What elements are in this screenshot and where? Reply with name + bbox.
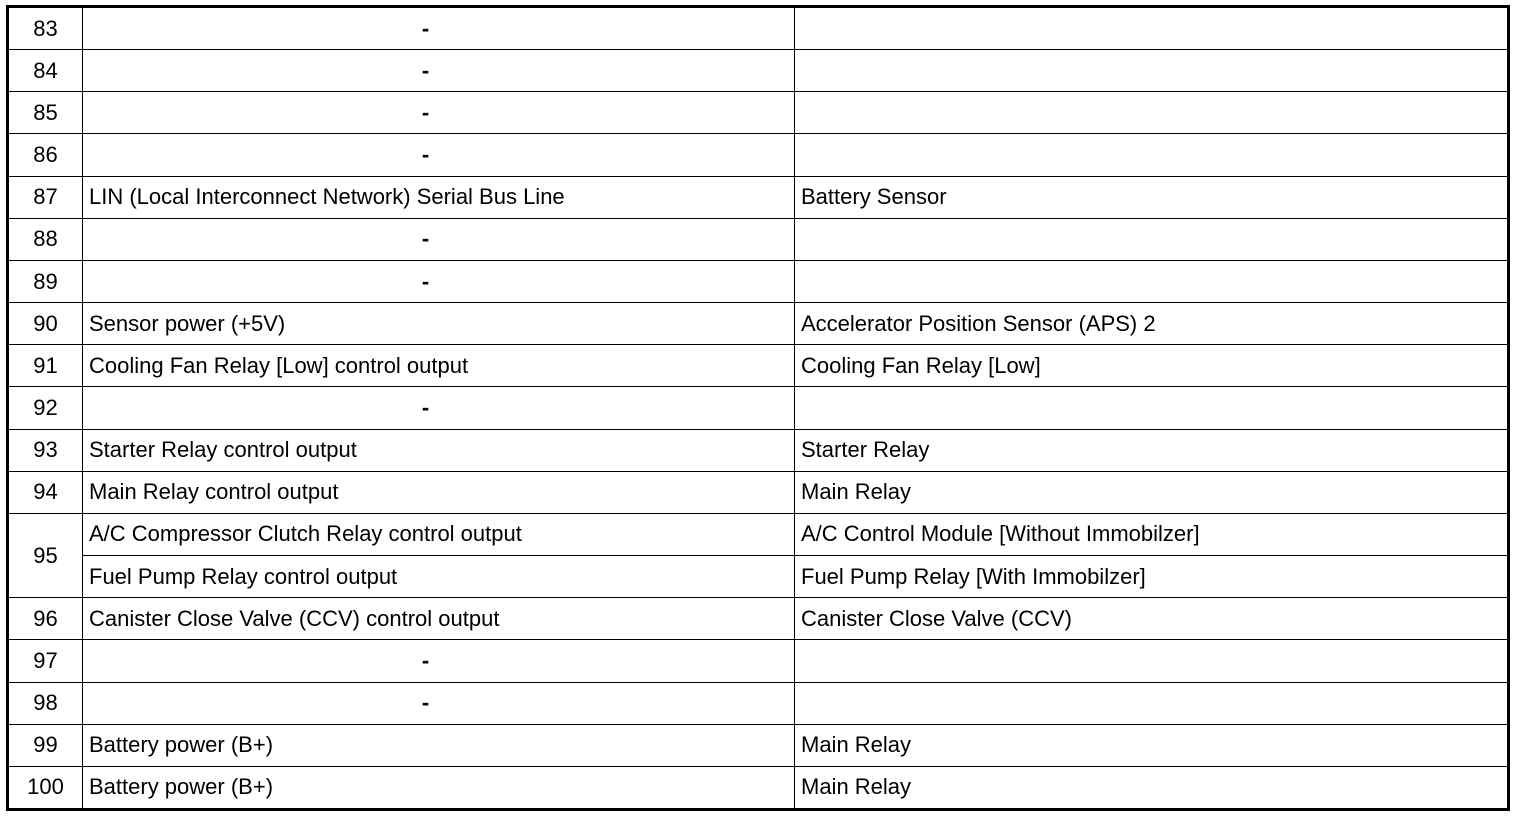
pin-description-cell: Fuel Pump Relay control output (83, 556, 795, 598)
pin-number-cell: 84 (8, 50, 83, 92)
connected-to-cell: A/C Control Module [Without Immobilzer] (795, 513, 1509, 555)
pin-number-cell: 91 (8, 345, 83, 387)
connected-to-cell: Accelerator Position Sensor (APS) 2 (795, 303, 1509, 345)
connected-to-cell (795, 50, 1509, 92)
pin-number-cell: 86 (8, 134, 83, 176)
pin-number-cell: 87 (8, 176, 83, 218)
pin-number-cell: 100 (8, 766, 83, 809)
pin-description-cell: LIN (Local Interconnect Network) Serial Bus Line (83, 176, 795, 218)
pin-description-cell: - (83, 134, 795, 176)
pin-description-cell: - (83, 640, 795, 682)
table-row (8, 429, 1509, 471)
table-row (8, 176, 1509, 218)
pin-description-cell: - (83, 218, 795, 260)
pin-number-cell: 98 (8, 682, 83, 724)
table-row (8, 92, 1509, 134)
table-row (8, 724, 1509, 766)
table-row (8, 556, 1509, 598)
pin-description-cell: Cooling Fan Relay [Low] control output (83, 345, 795, 387)
pin-description-cell: Sensor power (+5V) (83, 303, 795, 345)
pin-number-cell: 89 (8, 260, 83, 302)
pin-description-cell: - (83, 92, 795, 134)
pin-number-cell: 96 (8, 598, 83, 640)
table-row (8, 345, 1509, 387)
pin-number-cell: 83 (8, 7, 83, 50)
pin-description-cell: - (83, 50, 795, 92)
pin-table (6, 5, 1510, 811)
pin-number-cell: 97 (8, 640, 83, 682)
pin-number-cell: 92 (8, 387, 83, 429)
pin-description-cell: Starter Relay control output (83, 429, 795, 471)
connected-to-cell: Canister Close Valve (CCV) (795, 598, 1509, 640)
table-row (8, 218, 1509, 260)
table-row (8, 640, 1509, 682)
table-row (8, 387, 1509, 429)
connected-to-cell (795, 387, 1509, 429)
connected-to-cell: Main Relay (795, 471, 1509, 513)
table-row (8, 7, 1509, 50)
connected-to-cell (795, 260, 1509, 302)
table-row (8, 134, 1509, 176)
connected-to-cell (795, 7, 1509, 50)
pin-description-cell: - (83, 387, 795, 429)
table-row (8, 598, 1509, 640)
connected-to-cell: Main Relay (795, 766, 1509, 809)
pin-number-cell: 95 (8, 513, 83, 597)
connected-to-cell: Cooling Fan Relay [Low] (795, 345, 1509, 387)
connected-to-cell (795, 682, 1509, 724)
pin-number-cell: 93 (8, 429, 83, 471)
pin-number-cell: 94 (8, 471, 83, 513)
table-row (8, 471, 1509, 513)
connected-to-cell: Battery Sensor (795, 176, 1509, 218)
pin-description-cell: Canister Close Valve (CCV) control output (83, 598, 795, 640)
pin-description-cell: Battery power (B+) (83, 724, 795, 766)
pin-description-cell: A/C Compressor Clutch Relay control output (83, 513, 795, 555)
table-row (8, 260, 1509, 302)
connected-to-cell (795, 218, 1509, 260)
table-row (8, 50, 1509, 92)
pin-number-cell: 90 (8, 303, 83, 345)
pin-description-cell: - (83, 7, 795, 50)
connected-to-cell: Main Relay (795, 724, 1509, 766)
pin-number-cell: 99 (8, 724, 83, 766)
table-row (8, 766, 1509, 809)
pin-number-cell: 85 (8, 92, 83, 134)
pin-description-cell: Main Relay control output (83, 471, 795, 513)
pin-number-cell: 88 (8, 218, 83, 260)
connected-to-cell (795, 92, 1509, 134)
connected-to-cell: Fuel Pump Relay [With Immobilzer] (795, 556, 1509, 598)
pin-table-body (8, 7, 1509, 810)
pin-description-cell: - (83, 682, 795, 724)
table-row (8, 513, 1509, 555)
pin-description-cell: Battery power (B+) (83, 766, 795, 809)
table-row (8, 303, 1509, 345)
connected-to-cell (795, 640, 1509, 682)
pin-description-cell: - (83, 260, 795, 302)
connected-to-cell: Starter Relay (795, 429, 1509, 471)
connected-to-cell (795, 134, 1509, 176)
table-row (8, 682, 1509, 724)
